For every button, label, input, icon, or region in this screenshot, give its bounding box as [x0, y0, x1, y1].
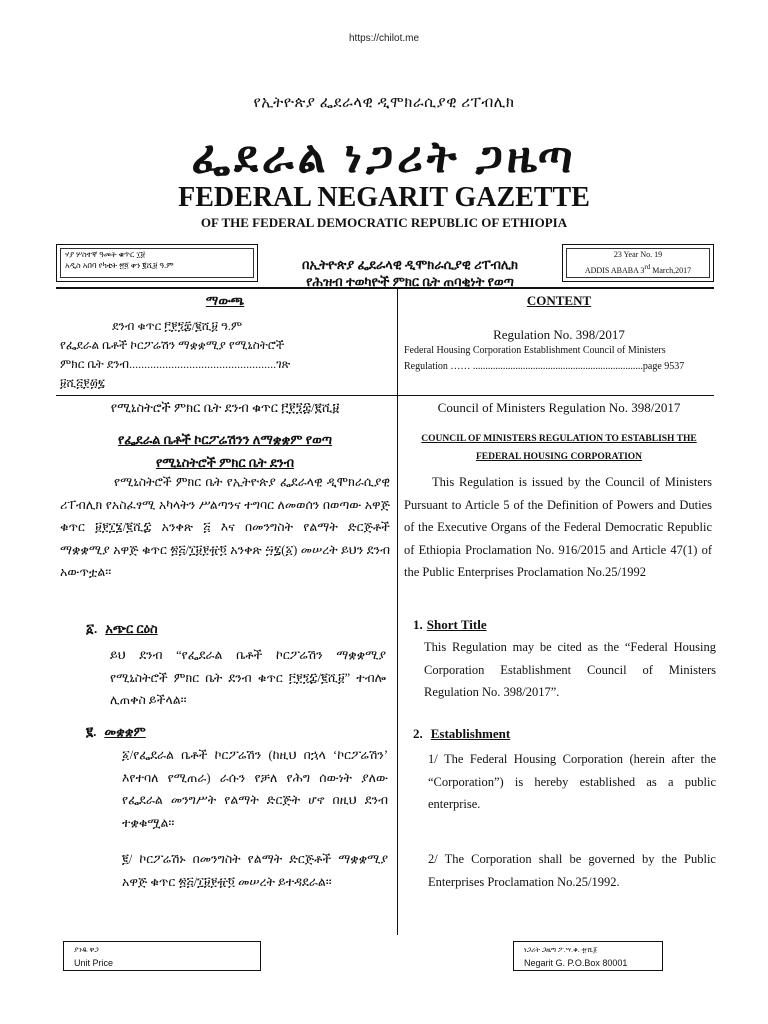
- issue-city: ADDIS ABABA: [584, 265, 639, 275]
- amharic-section1-number: ፩.: [86, 621, 98, 636]
- po-box-english: Negarit G. P.O.Box 80001: [524, 958, 628, 968]
- amharic-section2-para1: ፩/የፌደራል ቤቶች ኮርፖሬሽን (ከዚህ በኋላ ‘ኮርፖሬሽን’ እየተባለ የሚጠራ) ራሱን የቻለ የሕግ ሰውነት ያለው የፌደራል መንግሥት የልማት ድርጅት ሆኖ በዚህ ደንብ ተቋቁሟል፡፡: [122, 748, 388, 830]
- amharic-title-line2: የሚኒስትሮች ምክር ቤት ደንብ: [155, 455, 295, 470]
- unit-price-amharic: ያንዱ ዋጋ: [74, 947, 99, 954]
- english-section1-number: 1.: [413, 617, 423, 632]
- amharic-toc-line4: ፱ሺ፭፻፴፯: [60, 376, 106, 390]
- amharic-section1-title: አጭር ርዕስ: [105, 621, 158, 636]
- issue-box-amharic: [56, 244, 258, 282]
- issue-day-suffix: rd: [644, 263, 651, 271]
- po-box-box: [513, 941, 663, 971]
- english-section2-para1: 1/ The Federal Housing Corporation (herein after the “Corporation”) is hereby established as a public enterprise.: [428, 752, 716, 811]
- amharic-toc: [60, 317, 390, 393]
- amharic-republic-heading: የኢትዮጵያ ፌደራላዊ ዲሞክራሲያዊ ሪፐብሊክ: [253, 95, 515, 111]
- source-url[interactable]: https://chilot.me: [348, 33, 420, 44]
- amharic-section2-title: መቋቋም: [104, 724, 146, 739]
- amharic-title-line1: የፌደራል ቤቶች ኮርፖሬሽንን ለማቋቋም የወጣ: [117, 432, 333, 447]
- english-section2-heading: [413, 726, 510, 742]
- english-toc-description: [404, 343, 714, 375]
- issue-amharic-line2: አዲስ አበባ የካቲት ፳፬ ቀን ፪ሺ፱ ዓ.ም: [65, 261, 174, 270]
- amharic-section1-body: ይህ ደንብ “የፌደራል ቤቶች ኮርፖሬሽን ማቋቋሚያ የሚኒስትሮች ምክር ቤት ደንብ ቁጥር ፫፻፺፰/፪ሺ፱” ተብሎ ሊጠቀስ ይችላል፡፡: [110, 648, 386, 707]
- english-title-line2: FEDERAL HOUSING CORPORATION: [475, 452, 643, 462]
- amharic-regulation-number: የሚኒስትሮች ምክር ቤት ደንብ ቁጥር ፫፻፺፰/፪ሺ፱: [110, 400, 340, 415]
- amharic-gazette-title: ፌደራል ነጋሪት ጋዜጣ: [191, 133, 577, 182]
- amharic-toc-line3: ምክር ቤት ደንብ.................................................ገጽ: [60, 357, 291, 371]
- english-section1-body: This Regulation may be cited as the “Federal Housing Corporation Establishment Council of Ministers Regulation No. 398/2017”.: [424, 640, 716, 699]
- unit-price-english: Unit Price: [74, 958, 114, 968]
- column-divider: [397, 289, 398, 935]
- english-section2-para2: 2/ The Corporation shall be governed by the Public Enterprises Proclamation No.25/1992.: [428, 852, 716, 889]
- english-section2-title: Establishment: [430, 726, 511, 741]
- amharic-section2-number: ፪.: [86, 724, 97, 739]
- english-regulation-number: Council of Ministers Regulation No. 398/2017: [437, 400, 681, 415]
- amharic-section2-heading: [86, 724, 146, 740]
- amharic-preamble: የሚኒስትሮች ምክር ቤት የኢትዮጵያ ፌደራላዊ ዲሞክራሲያዊ ሪፐብሊክ የአስፈፃሚ አካላትን ሥልጣንና ተግባር ለመወሰን በወጣው አዋጅ ቁጥር ፱፻፲፮/፪ሺ፰ አንቀጽ ፭ እና በመንግስት የልማት ድርጅቶች ማቋቋሚያ አዋጅ ቁጥር ፳፭/፲፱፻፹፬ አንቀጽ ፵፯(፩) መሠረት ይህን ደንብ አውጥቷል፡፡: [60, 475, 390, 579]
- amharic-content-heading: ማውጫ: [205, 293, 245, 308]
- amharic-toc-line2: የፌደራል ቤቶች ኮርፖሬሽን ማቋቋሚያ የሚኒስትሮች: [60, 338, 285, 352]
- english-regulation-title: [404, 430, 714, 466]
- english-gazette-title: FEDERAL NEGARIT GAZETTE: [178, 182, 590, 213]
- english-title-line1: COUNCIL OF MINISTERS REGULATION TO ESTABLISH THE: [421, 434, 697, 444]
- top-rule: [56, 287, 714, 289]
- english-preamble: This Regulation is issued by the Council of Ministers Pursuant to Article 5 of the Definition of Powers and Duties of the Executive Organs of the Federal Democratic Republic of Ethiopia Proclamation No. 916/2015 and Article 47(1) of the Public Enterprises Proclamation No.25/1992: [404, 475, 712, 579]
- center-header-line2: የሕዝብ ተወካዮች ምክር ቤት ጠባቂነት የወጣ: [306, 274, 514, 289]
- issue-day: 3: [640, 265, 645, 275]
- english-toc-regulation: Regulation No. 398/2017: [493, 327, 625, 342]
- issue-english-line1: 23 Year No. 19: [613, 250, 663, 259]
- center-header-line1: በኢትዮጵያ ፌደራላዊ ዲሞክራሲያዊ ሪፐብሊክ: [301, 257, 519, 272]
- issue-amharic-line1: ሃያ ሦስተኛ ዓመት ቁጥር ፲፱: [65, 250, 145, 259]
- amharic-regulation-title: [60, 428, 390, 474]
- issue-date: March,2017: [652, 265, 692, 275]
- english-content-heading: CONTENT: [526, 293, 592, 308]
- amharic-toc-line1: ደንብ ቁጥር ፫፻፺፰/፪ሺ፱ ዓ.ም: [112, 319, 243, 333]
- amharic-section1-heading: [86, 621, 158, 637]
- po-box-amharic: ነጋሪት ጋዜጣ ፖ.ሣ.ቁ. ፹ሺ፩: [524, 947, 598, 954]
- amharic-section2-para2: ፪/ ኮርፖሬሽኑ በመንግስት የልማት ድርጅቶች ማቋቋሚያ አዋጅ ቁጥር ፳፭/፲፱፻፹፬ መሠረት ይተዳደራል፡፡: [122, 852, 388, 889]
- english-toc-desc-line2: Regulation …… ....................................................................page 9537: [404, 361, 685, 372]
- english-toc-desc-line1: Federal Housing Corporation Establishment Council of Ministers: [404, 345, 666, 356]
- contents-rule: [56, 395, 714, 396]
- english-section2-number: 2.: [413, 726, 423, 741]
- english-gazette-subtitle: OF THE FEDERAL DEMOCRATIC REPUBLIC OF ETHIOPIA: [200, 215, 568, 230]
- issue-box-english: [562, 244, 714, 282]
- english-section1-heading: [413, 617, 487, 633]
- issue-english-line2: [569, 261, 707, 277]
- center-header: [262, 256, 558, 290]
- unit-price-box: [63, 941, 261, 971]
- english-section1-title: Short Title: [426, 617, 487, 632]
